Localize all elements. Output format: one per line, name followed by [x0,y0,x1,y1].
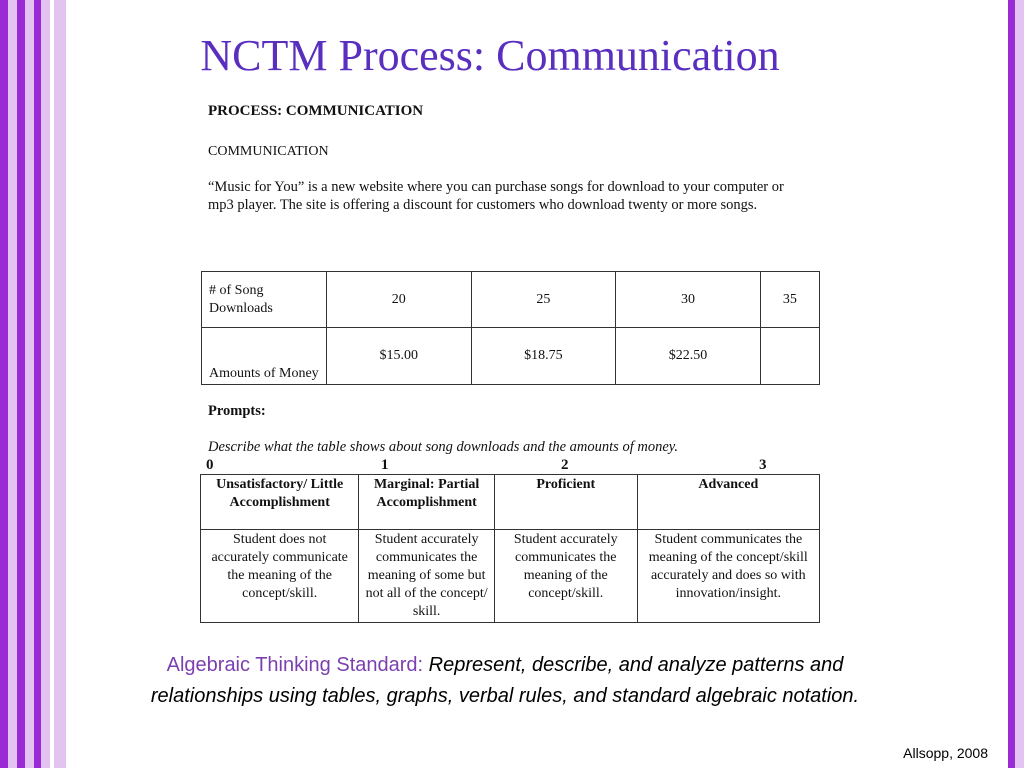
rubric-score: 1 [381,457,389,473]
table-cell: 35 [760,272,819,328]
prompts-label: Prompts: [208,403,266,419]
rubric-description: Student communicates the meaning of the concept/skill accurately and does so with innovation/insight. [637,530,819,623]
decor-stripe [1015,0,1024,768]
doc-heading: PROCESS: COMMUNICATION [208,103,424,119]
table-cell: 30 [616,272,761,328]
row-label-downloads: # of Song Downloads [202,272,327,328]
song-downloads-table [201,271,820,385]
table-row [201,475,820,530]
decor-stripe [8,0,17,768]
rubric-description: Student accurately communicates the meaning of some but not all of the concept/ skill. [359,530,494,623]
decor-stripe [41,0,50,768]
credit-citation: Allsopp, 2008 [903,745,988,761]
decor-stripe [0,0,8,768]
decor-stripe [17,0,25,768]
table-cell: 25 [471,272,616,328]
table-cell: $15.00 [327,328,472,385]
rubric-score: 3 [759,457,767,473]
prompts-text: Describe what the table shows about song downloads and the amounts of money. [208,439,679,455]
slide-title: NCTM Process: Communication [200,31,780,80]
row-label-money: Amounts of Money [202,328,327,385]
table-cell: $18.75 [471,328,616,385]
rubric-header: Advanced [637,475,819,530]
decor-stripe [1008,0,1015,768]
algebraic-standard [120,650,890,712]
rubric-description: Student accurately communicates the meaning of the concept/skill. [494,530,637,623]
standard-label: Algebraic Thinking Standard: [166,654,424,676]
doc-subheading: COMMUNICATION [208,144,329,159]
decor-stripe [25,0,34,768]
rubric-header: Unsatisfactory/ Little Accomplishment [201,475,359,530]
rubric-header: Proficient [494,475,637,530]
table-row [201,530,820,623]
table-cell: 20 [327,272,472,328]
table-cell: $22.50 [616,328,761,385]
table-cell [760,328,819,385]
rubric-description: Student does not accurately communicate the meaning of the concept/skill. [201,530,359,623]
rubric-score: 0 [206,457,214,473]
decor-stripe [34,0,41,768]
table-row [202,328,820,385]
standard-text: Represent, describe, and analyze patterns and relationships using tables, graphs, verbal rules, and standard algebraic notation. [150,654,860,707]
rubric-score: 2 [561,457,569,473]
doc-paragraph: “Music for You” is a new website where you can purchase songs for download to your computer or mp3 player. The site is offering a discount for customers who download twenty or more songs. [208,179,784,213]
rubric-table [200,474,820,623]
rubric-header: Marginal: Partial Accomplishment [359,475,494,530]
table-row [202,272,820,328]
decor-stripe [54,0,66,768]
